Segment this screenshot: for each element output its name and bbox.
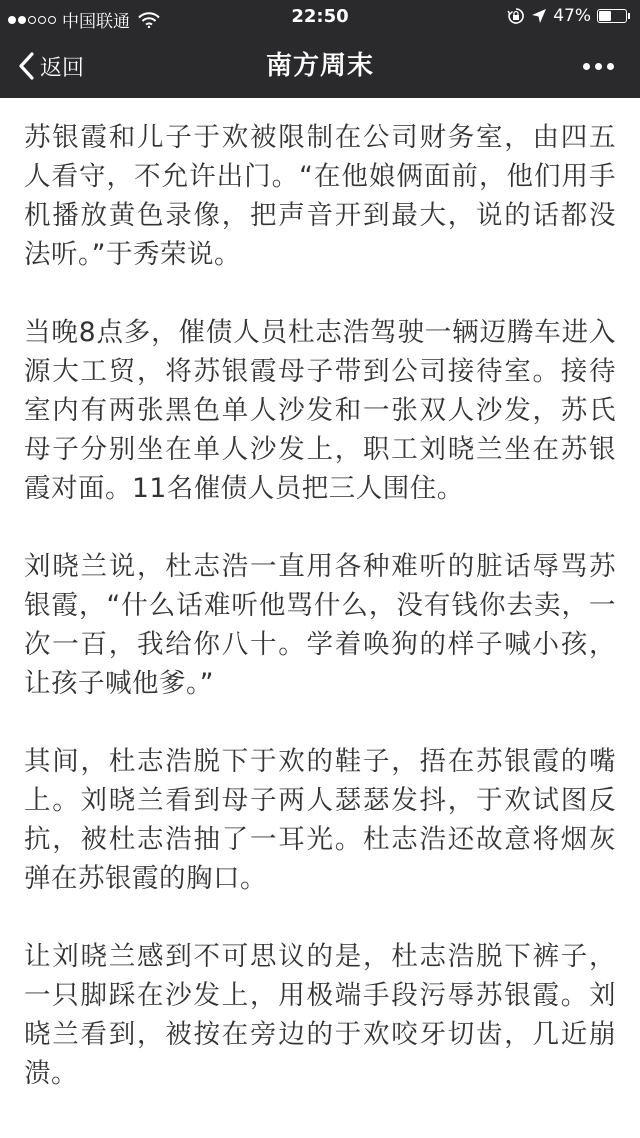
battery-level-fill (599, 11, 611, 21)
nav-bar (0, 34, 640, 98)
status-time: 22:50 (291, 6, 349, 27)
dot (595, 63, 602, 70)
article-paragraph: 其间，杜志浩脱下于欢的鞋子，捂在苏银霞的嘴上。刘晓兰看到母子两人瑟瑟发抖，于欢试图反抗，被杜志浩抽了一耳光。杜志浩还故意将烟灰弹在苏银霞的胸口。 (24, 746, 616, 894)
back-button[interactable] (18, 34, 84, 98)
more-dots-icon[interactable] (583, 34, 614, 98)
back-label: 返回 (40, 55, 85, 81)
article-paragraph: 苏银霞和儿子于欢被限制在公司财务室，由四五人看守，不允许出门。“在他娘俩面前，他们用手机播放黄色录像，把声音开到最大，说的话都没法听。”于秀荣说。 (24, 122, 616, 270)
carrier-name: 中国联通 (62, 12, 130, 32)
battery-percent: 47% (553, 6, 591, 26)
page-title: 南方周末 (265, 51, 374, 81)
dot (583, 63, 590, 70)
article-paragraph: 刘晓兰说，杜志浩一直用各种难听的脏话辱骂苏银霞，“什么话难听他骂什么，没有钱你去卖，一次一百，我给你八十。学着唤狗的样子喊小孩，让孩子喊他爹。” (24, 551, 616, 699)
dot (607, 63, 614, 70)
article-body (0, 98, 640, 1093)
location-arrow-icon (531, 8, 547, 24)
rotation-lock-icon (507, 7, 525, 25)
battery-tip (628, 13, 630, 19)
article-paragraph: 当晚8点多，催债人员杜志浩驾驶一辆迈腾车进入源大工贸，将苏银霞母子带到公司接待室。接待室内有两张黑色单人沙发和一张双人沙发，苏氏母子分别坐在单人沙发上，职工刘晓兰坐在苏银霞对面。11名催债人员把三人围住。 (24, 317, 616, 504)
status-bar (0, 0, 640, 34)
article-paragraph: 让刘晓兰感到不可思议的是，杜志浩脱下裤子，一只脚踩在沙发上，用极端手段污辱苏银霞。刘晓兰看到，被按在旁边的于欢咬牙切齿，几近崩溃。 (24, 941, 616, 1089)
status-right (507, 6, 630, 26)
battery-icon (597, 9, 627, 23)
top-bar (0, 0, 640, 98)
chevron-left-icon (18, 52, 34, 80)
